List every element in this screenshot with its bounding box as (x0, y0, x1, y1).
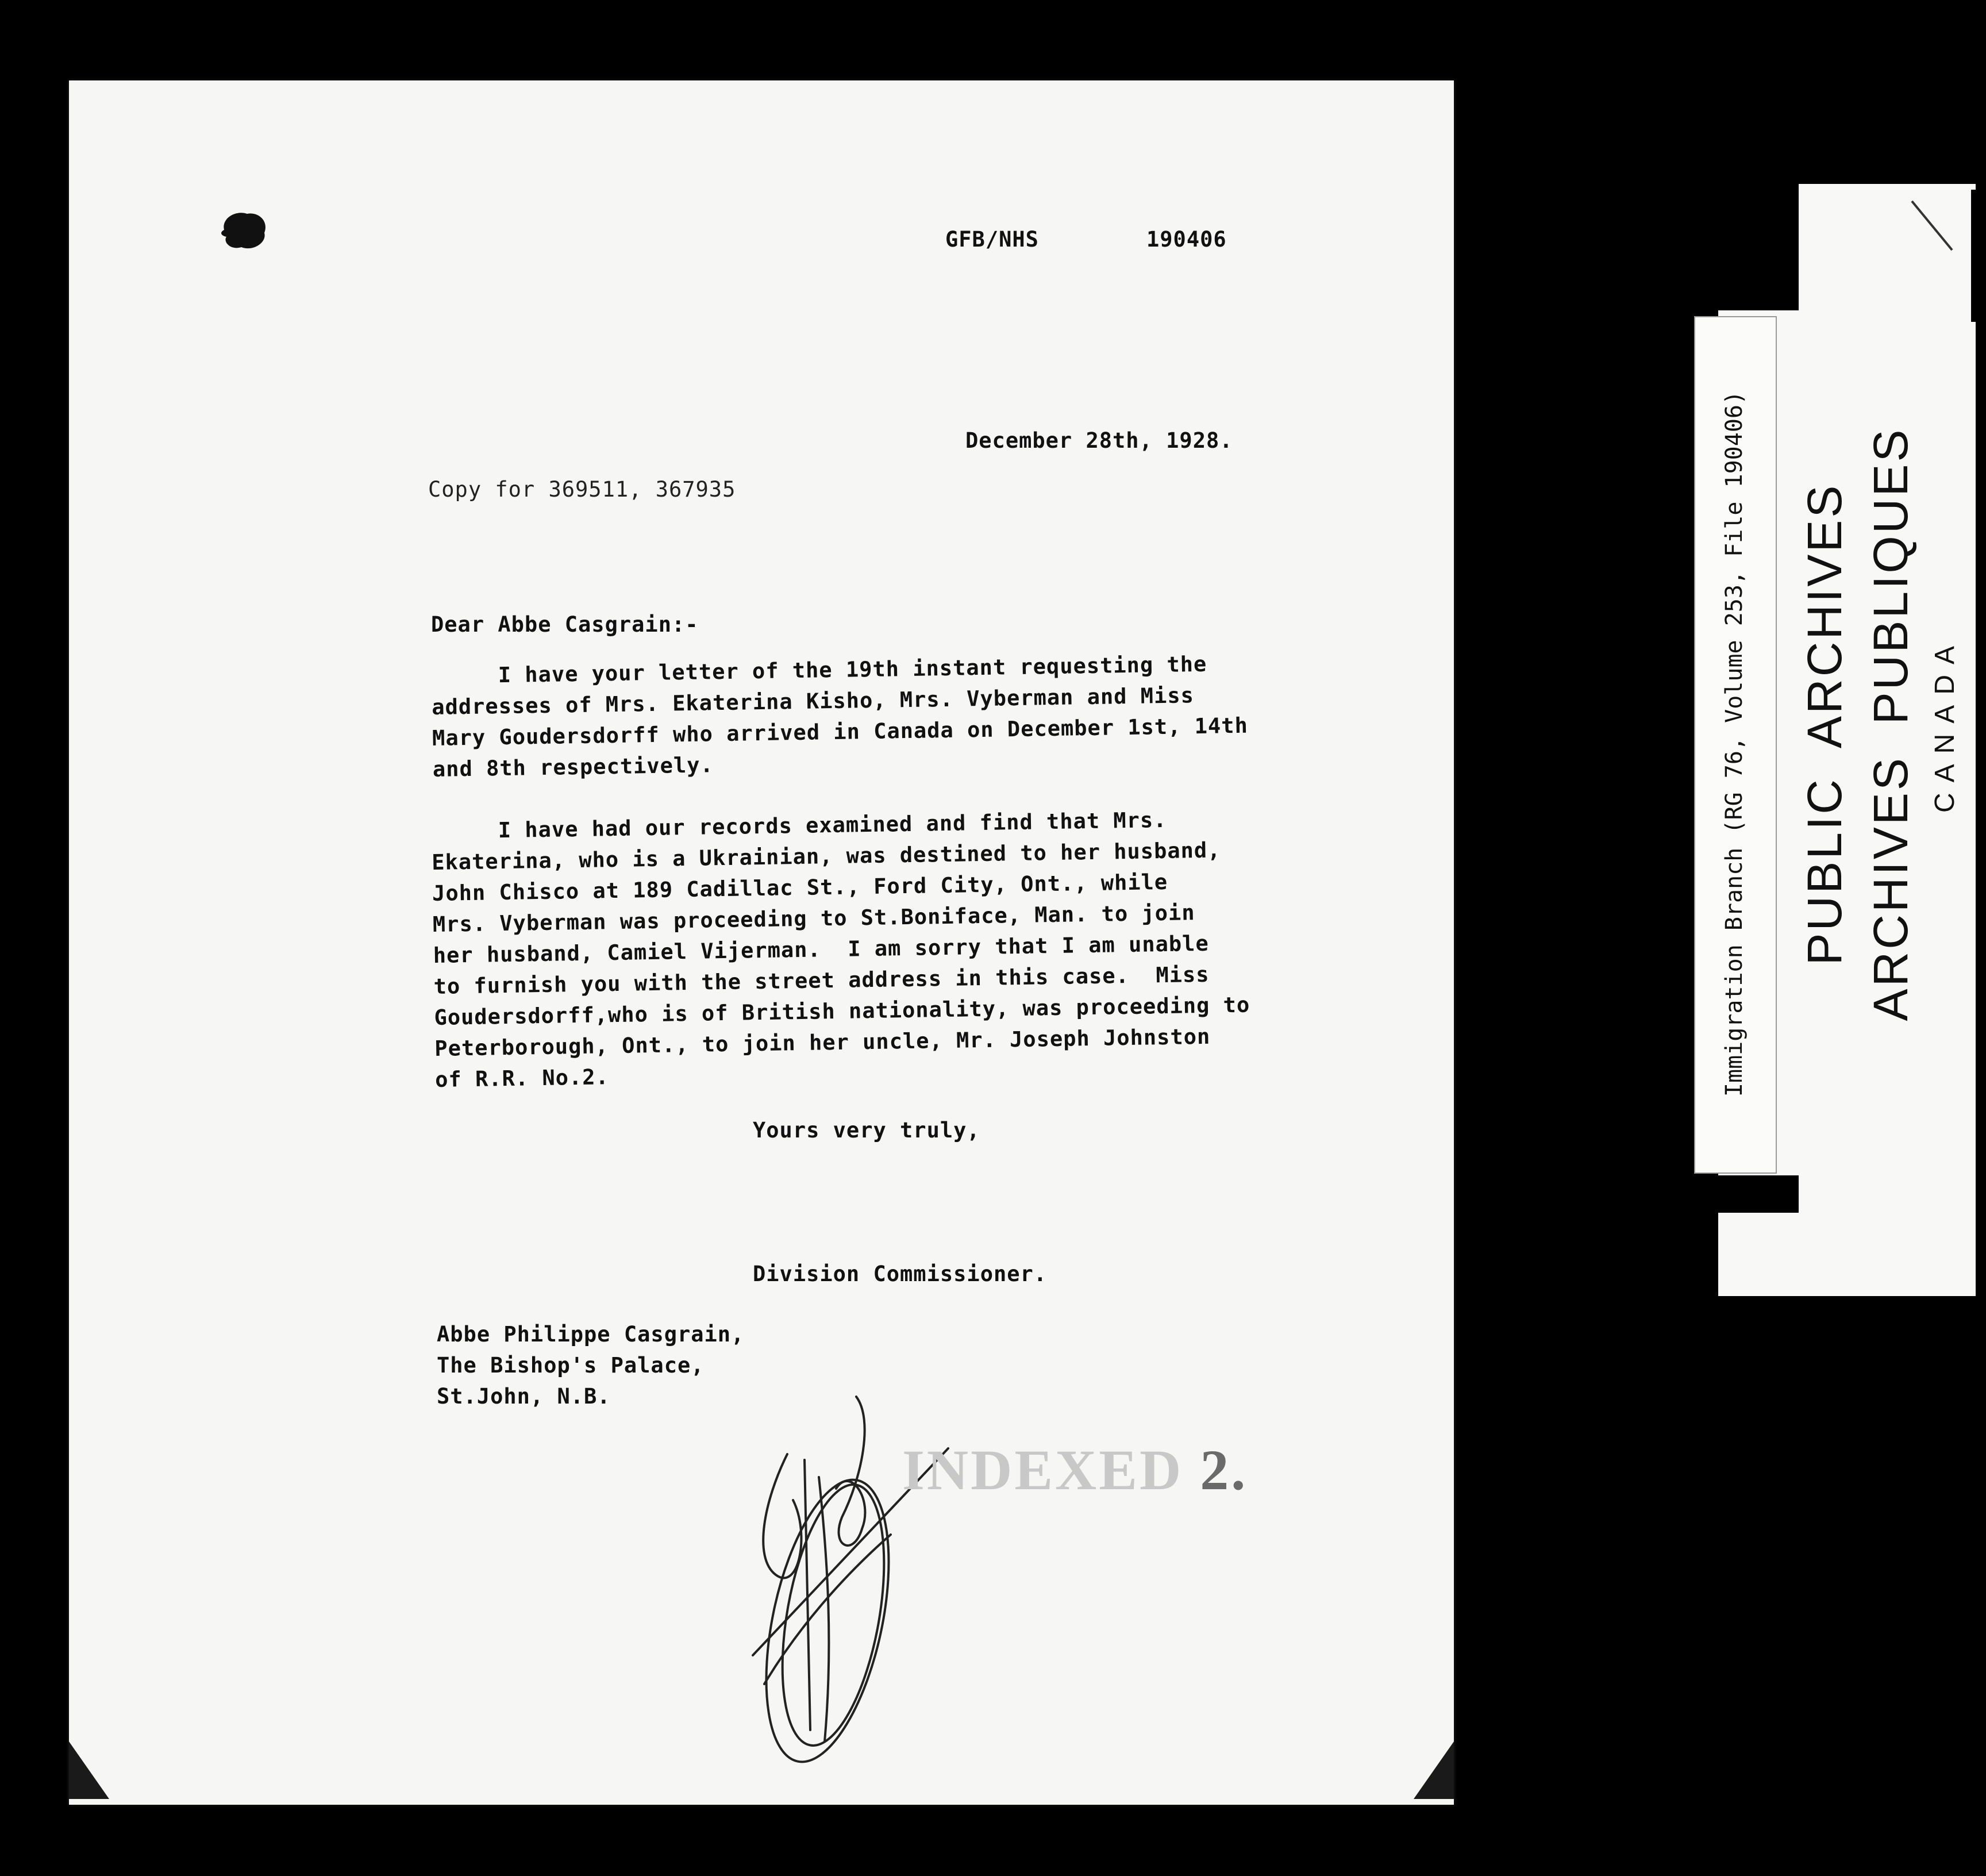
indexed-stamp (902, 1437, 1248, 1503)
paragraph-line: of R.R. No.2. (434, 1064, 610, 1092)
photo-corner-left (69, 1742, 109, 1799)
reference-code: GFB/NHS (945, 227, 1039, 252)
paragraph-line: I have your letter of the 19th instant requesting the (431, 651, 1207, 689)
salutation: Dear Abbe Casgrain:- (431, 612, 699, 637)
canada-text: CANADA (1930, 635, 1960, 813)
stamp-number: 2. (1200, 1438, 1248, 1502)
paragraph-line: Goudersdorff,who is of British nationality, was proceeding to (434, 992, 1250, 1030)
paragraph-line: Mrs. Vyberman was proceeding to St.Boniface, Man. to join (432, 900, 1195, 937)
copy-for-line: Copy for 369511, 367935 (428, 477, 736, 502)
paragraph-line: John Chisco at 189 Cadillac St., Ford City, Ont., while (432, 869, 1168, 906)
label-notch (1718, 184, 1799, 310)
label-notch (1718, 1175, 1799, 1213)
paragraph-line: to furnish you with the street address in this case. Miss (433, 962, 1210, 999)
ink-blot-mark (218, 207, 270, 253)
letter-page (69, 80, 1454, 1805)
stamp-text: INDEXED (902, 1438, 1184, 1502)
paragraph-line: Peterborough, Ont., to join her uncle, Mr. Joseph Johnston (434, 1024, 1211, 1061)
file-reference-text: Immigration Branch (RG 76, Volume 253, File 190406) (1721, 390, 1748, 1097)
public-archives-text: PUBLIC ARCHIVES (1798, 483, 1852, 966)
paragraph-line: Ekaterina, who is a Ukrainian, was destined to her husband, (431, 837, 1221, 875)
address-line: St.John, N.B. (437, 1384, 611, 1409)
archives-publiques-text: ARCHIVES PUBLIQUES (1864, 427, 1918, 1021)
closing: Yours very truly, (753, 1118, 980, 1143)
paragraph-line: addresses of Mrs. Ekaterina Kisho, Mrs. Vyberman and Miss (431, 683, 1195, 720)
file-number: 190406 (1146, 227, 1227, 252)
address-line: The Bishop's Palace, (437, 1353, 705, 1378)
signatory-title: Division Commissioner. (753, 1262, 1048, 1286)
label-mark (1909, 198, 1955, 253)
address-line: Abbe Philippe Casgrain, (437, 1322, 745, 1347)
paragraph-line: Mary Goudersdorff who arrived in Canada on December 1st, 14th (432, 713, 1249, 751)
paragraph-line: and 8th respectively. (432, 752, 714, 782)
paragraph-line: I have had our records examined and find that Mrs. (431, 807, 1167, 844)
letter-date: December 28th, 1928. (965, 428, 1233, 453)
label-edge (1971, 190, 1986, 322)
paragraph-line: her husband, Camiel Vijerman. I am sorry that I am unable (433, 931, 1209, 968)
photo-corner-right (1414, 1742, 1454, 1799)
